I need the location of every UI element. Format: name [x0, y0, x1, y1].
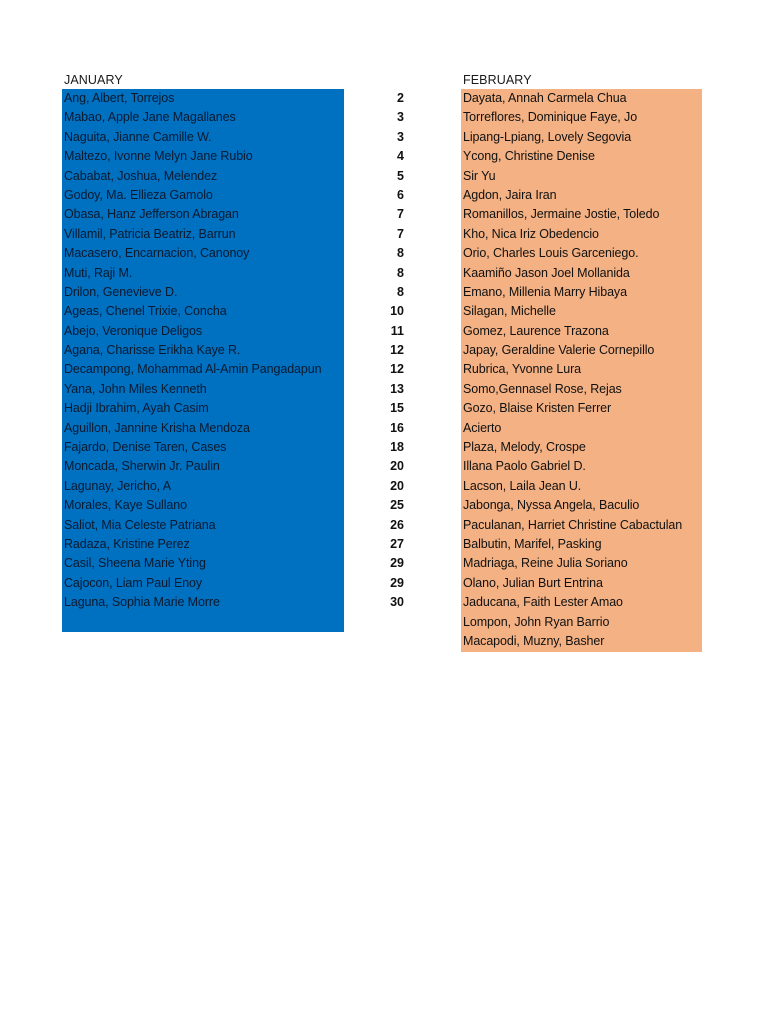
january-day-cell: 25: [390, 498, 404, 513]
january-name-row: Ang, Albert, Torrejos: [64, 91, 175, 105]
january-day-cell: 16: [390, 420, 404, 435]
january-name-row: Muti, Raji M.: [64, 265, 133, 280]
january-name-row: Naguita, Jianne Camille W.: [64, 129, 212, 144]
february-name-row: Macapodi, Muzny, Basher: [463, 633, 605, 648]
january-day-cell: 20: [390, 459, 404, 474]
january-name-row: Aguillon, Jannine Krisha Mendoza: [64, 420, 250, 435]
january-name-row: Agana, Charisse Erikha Kaye R.: [64, 343, 241, 358]
january-name-list: [62, 89, 344, 632]
january-name-row: Maltezo, Ivonne Melyn Jane Rubio: [64, 149, 253, 164]
january-name-row: Lagunay, Jericho, A: [64, 478, 171, 493]
january-day-cell: 8: [397, 284, 404, 299]
january-name-row: Villamil, Patricia Beatriz, Barrun: [64, 226, 236, 241]
january-name-row: Morales, Kaye Sullano: [64, 498, 187, 513]
february-name-row: Jabonga, Nyssa Angela, Baculio: [463, 498, 640, 513]
january-day-cell: 29: [390, 575, 404, 590]
january-name-row: Godoy, Ma. Ellieza Gamolo: [64, 187, 213, 202]
february-name-row: Agdon, Jaira Iran: [463, 187, 557, 202]
january-day-cell: 27: [390, 536, 404, 551]
january-day-cell: 20: [390, 478, 404, 493]
january-day-cell: 12: [390, 343, 404, 358]
february-name-row: Kho, Nica Iriz Obedencio: [463, 226, 599, 241]
january-day-cell: 26: [390, 517, 404, 532]
february-name-row: Kaamiño Jason Joel Mollanida: [463, 265, 630, 280]
february-title: FEBRUARY: [463, 73, 532, 87]
january-name-row: Laguna, Sophia Marie Morre: [64, 595, 220, 610]
january-title: JANUARY: [64, 73, 123, 87]
february-name-row: Romanillos, Jermaine Jostie, Toledo: [463, 207, 660, 222]
january-name-row: Yana, John Miles Kenneth: [64, 381, 207, 396]
january-name-row: Casil, Sheena Marie Yting: [64, 556, 206, 571]
january-name-row: Cajocon, Liam Paul Enoy: [64, 575, 203, 590]
january-day-list: [362, 89, 404, 613]
february-name-row: Jaducana, Faith Lester Amao: [463, 595, 623, 610]
february-name-list: [461, 89, 702, 652]
january-name-row: Decampong, Mohammad Al-Amin Pangadapun: [64, 362, 322, 377]
january-day-cell: 6: [397, 187, 404, 202]
february-name-row: Dayata, Annah Carmela Chua: [463, 91, 627, 105]
january-name-row: Saliot, Mia Celeste Patriana: [64, 517, 216, 532]
february-name-row: Madriaga, Reine Julia Soriano: [463, 556, 628, 571]
february-name-row: Torreflores, Dominique Faye, Jo: [463, 110, 638, 125]
february-name-row: Lipang-Lpiang, Lovely Segovia: [463, 129, 632, 144]
february-name-row: Japay, Geraldine Valerie Cornepillo: [463, 343, 655, 358]
january-day-cell: 8: [397, 246, 404, 261]
january-day-cell: 7: [397, 226, 404, 241]
february-name-row: Rubrica, Yvonne Lura: [463, 362, 581, 377]
january-name-row: Cababat, Joshua, Melendez: [64, 168, 218, 183]
january-day-cell: 12: [390, 362, 404, 377]
february-name-row: Lacson, Laila Jean U.: [463, 478, 582, 493]
january-day-cell: 4: [397, 149, 404, 164]
january-day-cell: 3: [397, 110, 404, 125]
january-name-row: Fajardo, Denise Taren, Cases: [64, 440, 227, 455]
february-name-row: Olano, Julian Burt Entrina: [463, 575, 603, 590]
february-name-row: Somo,Gennasel Rose, Rejas: [463, 381, 622, 396]
january-day-cell: 5: [397, 168, 404, 183]
january-name-row: Abejo, Veronique Deligos: [64, 323, 202, 338]
january-day-cell: 18: [390, 440, 404, 455]
february-name-row: Gozo, Blaise Kristen Ferrer: [463, 401, 612, 416]
january-name-row: Drilon, Genevieve D.: [64, 284, 178, 299]
january-day-cell: 13: [390, 381, 404, 396]
february-name-row: Gomez, Laurence Trazona: [463, 323, 609, 338]
january-day-cell: 29: [390, 556, 404, 571]
january-day-cell: 10: [390, 304, 404, 319]
january-name-row: Ageas, Chenel Trixie, Concha: [64, 304, 227, 319]
january-day-cell: 2: [397, 91, 404, 105]
january-day-cell: 3: [397, 129, 404, 144]
february-name-row: Balbutin, Marifel, Pasking: [463, 536, 602, 551]
january-name-row: Mabao, Apple Jane Magallanes: [64, 110, 236, 125]
february-name-row: Silagan, Michelle: [463, 304, 556, 319]
january-day-cell: 8: [397, 265, 404, 280]
february-name-row: Ycong, Christine Denise: [463, 149, 595, 164]
february-name-row: Paculanan, Harriet Christine Cabactulan: [463, 517, 683, 532]
january-name-row: Radaza, Kristine Perez: [64, 536, 190, 551]
february-name-row: Lompon, John Ryan Barrio: [463, 614, 610, 629]
february-name-row: Sir Yu: [463, 168, 496, 183]
february-name-row: Plaza, Melody, Crospe: [463, 440, 586, 455]
january-day-cell: 7: [397, 207, 404, 222]
january-name-row: Macasero, Encarnacion, Canonoy: [64, 246, 250, 261]
january-name-row: Obasa, Hanz Jefferson Abragan: [64, 207, 239, 222]
february-name-row: Orio, Charles Louis Garceniego.: [463, 246, 639, 261]
february-name-row: Illana Paolo Gabriel D.: [463, 459, 586, 474]
january-day-cell: 11: [390, 323, 404, 338]
january-day-cell: 30: [390, 595, 404, 610]
january-name-row: Hadji Ibrahim, Ayah Casim: [64, 401, 209, 416]
january-name-row: Moncada, Sherwin Jr. Paulin: [64, 459, 220, 474]
january-day-cell: 15: [390, 401, 404, 416]
february-name-row: Emano, Millenia Marry Hibaya: [463, 284, 627, 299]
february-name-row: Acierto: [463, 420, 502, 435]
